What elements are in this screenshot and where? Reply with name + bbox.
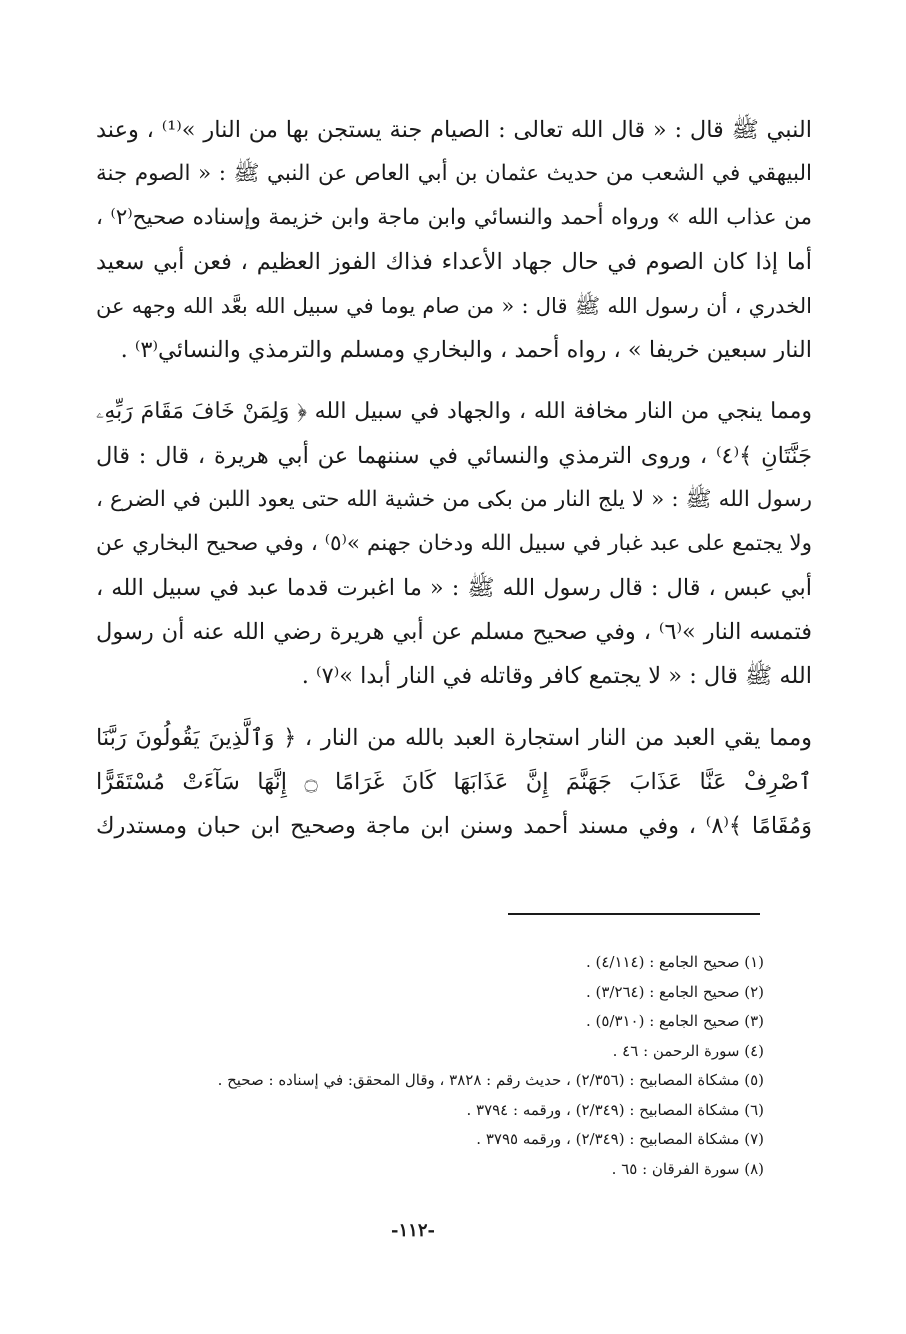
- footnote: (٦) مشكاة المصابيح : (٢/٣٤٩) ، ورقمه : ٣٧٩٤ .: [466, 1100, 764, 1119]
- footnote: (٧) مشكاة المصابيح : (٢/٣٤٩) ، ورقمه ٣٧٩٥ .: [476, 1130, 764, 1148]
- text-line: أبي عبس ، قال : قال رسول الله ﷺ : « ما اغبرت قدما عبد في سبيل الله ،: [96, 575, 812, 601]
- footnote: (٥) مشكاة المصابيح : (٢/٣٥٦) ، حديث رقم : ٣٨٢٨ ، وقال المحقق: في إسناده : صحيح .: [217, 1071, 764, 1089]
- text-line: البيهقي في الشعب من حديث عثمان بن أبي العاص عن النبي ﷺ : « الصوم جنة: [96, 161, 812, 186]
- text-line: الخدري ، أن رسول الله ﷺ قال : « من صام يوما في سبيل الله بعَّد الله وجهه عن: [96, 294, 812, 318]
- text-line: من عذاب الله » ورواه أحمد والنسائي وابن ماجة وابن خزيمة وإسناده صحيح⁽٢⁾ ،: [96, 205, 812, 230]
- text-line: فتمسه النار »⁽٦⁾ ، وفي صحيح مسلم عن أبي هريرة رضي الله عنه أن رسول: [96, 619, 812, 645]
- footnote: (١) صحيح الجامع : (٤/١١٤) .: [585, 953, 764, 971]
- text-line: ولا يجتمع على عبد غبار في سبيل الله ودخان جهنم »⁽٥⁾ ، وفي صحيح البخاري عن: [96, 531, 812, 556]
- paragraph-gap: [96, 698, 812, 716]
- text-line: النبي ﷺ قال : « قال الله تعالى : الصيام جنة يستجن بها من النار »⁽¹⁾ ، وعند: [96, 117, 812, 143]
- text-line: ٱصْرِفْ عَنَّا عَذَابَ جَهَنَّمَ إِنَّ عَذَابَهَا كَانَ غَرَامًا ۝ إِنَّهَا سَآءَتْ مُسْتَقَرًّا: [96, 769, 812, 795]
- text-line: ومما يقي العبد من النار استجارة العبد بالله من النار ، ﴿ وَٱلَّذِينَ يَقُولُونَ رَبَّنَا: [96, 725, 812, 751]
- text-line: رسول الله ﷺ : « لا يلج النار من بكى من خشية الله حتى يعود اللبن في الضرع ،: [96, 487, 812, 512]
- footnote-divider: [508, 913, 760, 915]
- footnote: (٨) سورة الفرقان : ٦٥ .: [611, 1159, 764, 1178]
- footnote: (٢) صحيح الجامع : (٣/٢٦٤) .: [585, 982, 764, 1001]
- paragraph-gap: [96, 372, 812, 390]
- text-line: أما إذا كان الصوم في حال جهاد الأعداء فذاك الفوز العظيم ، فعن أبي سعيد: [96, 249, 812, 275]
- paragraph-fasting: [96, 108, 812, 372]
- text-line: النار سبعين خريفا » ، رواه أحمد ، والبخاري ومسلم والترمذي والنسائي⁽٣⁾ .: [120, 337, 812, 363]
- footnote: (٣) صحيح الجامع : (٥/٣١٠) .: [585, 1012, 764, 1030]
- footnote: (٤) سورة الرحمن : ٤٦ .: [612, 1041, 764, 1060]
- text-line: ومما ينجي من النار مخافة الله ، والجهاد في سبيل الله ﴿ وَلِمَنْ خَافَ مَقَامَ رَبِّهِۦ: [96, 399, 812, 424]
- page-number: -١١٢-: [391, 1220, 435, 1241]
- text-line: جَنَّتَانِ ﴾⁽٤⁾ ، وروى الترمذي والنسائي في سننهما عن أبي هريرة ، قال : قال: [96, 443, 812, 469]
- text-line: الله ﷺ قال : « لا يجتمع كافر وقاتله في النار أبدا »⁽٧⁾ .: [301, 663, 812, 689]
- paragraph-fear-of-allah: [96, 390, 812, 698]
- main-text: [96, 108, 812, 848]
- text-line: وَمُقَامًا ﴾⁽٨⁾ ، وفي مسند أحمد وسنن ابن ماجة وصحيح ابن حبان ومستدرك: [96, 813, 812, 839]
- footnotes: [96, 948, 764, 1184]
- paragraph-seeking-refuge: [96, 716, 812, 848]
